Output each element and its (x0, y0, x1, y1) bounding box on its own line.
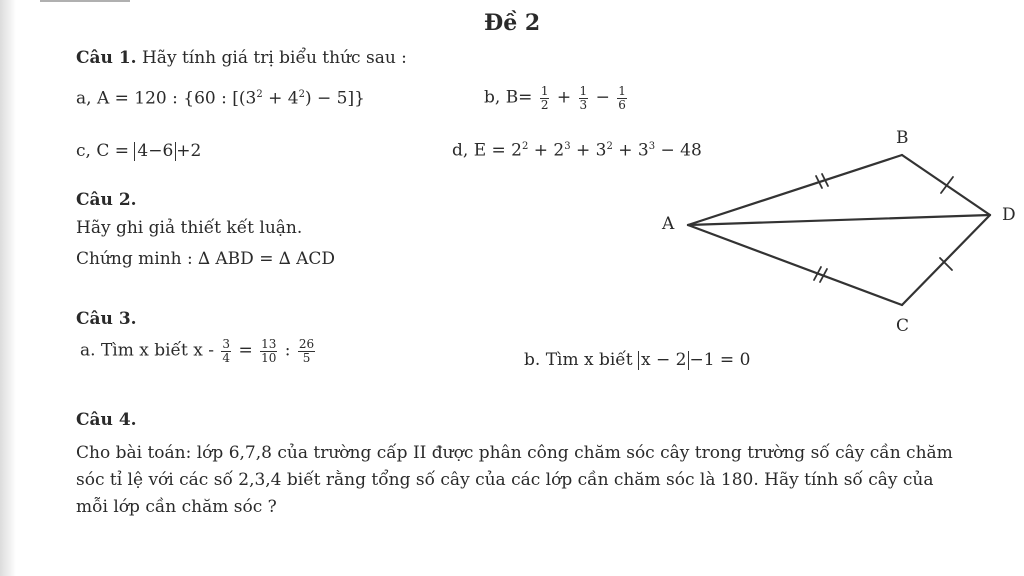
q3-a-fraction-1: $\frac{3}{4}$ (222, 337, 231, 365)
vertex-label-b: B (896, 128, 909, 148)
segment-cd (902, 215, 990, 305)
q1-d-text-5: − 48 (655, 140, 702, 161)
q3-part-b (524, 351, 750, 370)
q1-c-absolute-value: 4−6 (134, 142, 176, 161)
q4-heading: Câu 4. (76, 410, 137, 430)
q1-a-exp-1: 2 (256, 89, 263, 100)
q1-d-text-3: + 3 (570, 140, 607, 161)
q1-a-text-3: ) − 5]} (304, 88, 365, 109)
q1-d-text-4: + 3 (612, 140, 649, 161)
q1-a-exp-2: 2 (298, 89, 305, 100)
q1-d-text-1: d, E = 2 (452, 140, 522, 161)
q3-b-absolute-value: x − 2 (638, 351, 689, 370)
q3-heading: Câu 3. (76, 309, 137, 329)
q1-b-plus: + (556, 87, 572, 108)
q1-b-fraction-2: $\frac{1}{3}$ (579, 84, 588, 112)
q3-a-divide: : (284, 340, 291, 361)
q3-b-suffix: −1 = 0 (689, 350, 751, 370)
q1-d-text-2: + 2 (528, 140, 565, 161)
vertex-label-c: C (896, 316, 910, 336)
q1-b-fraction-1: $\frac{1}{2}$ (540, 84, 549, 112)
q1-d-exp-2: 3 (564, 141, 571, 152)
q1-d-exp-1: 2 (521, 141, 529, 152)
q1-c-suffix: +2 (176, 141, 202, 161)
q2-line-1: Hãy ghi giả thiết kết luận. (76, 218, 303, 238)
q3-b-label: b. Tìm x biết (524, 350, 633, 370)
q4-paragraph: Cho bài toán: lớp 6,7,8 của trường cấp II được phân công chăm sóc cây trong trường số cây cần chăm sóc tỉ lệ với các số 2,3,4 biết rằng tổng số cây của các lớp cần chăm sóc là 180. Hãy tính số cây của mỗi lớp cần chăm sóc ? (76, 443, 953, 517)
q1-heading: Câu 1. (76, 48, 137, 68)
tick-bd (941, 177, 953, 193)
q1-d-exp-4: 3 (648, 141, 656, 152)
segment-ab (688, 155, 902, 225)
q2-line-2: Chứng minh : ∆ ABD = ∆ ACD (76, 249, 336, 269)
segment-ad (688, 215, 990, 225)
q1-b-fraction-3: $\frac{1}{6}$ (618, 84, 626, 112)
q1-a-text-2: + 4 (262, 88, 299, 109)
q3-a-fraction-2: $\frac{13}{10}$ (261, 337, 277, 365)
q1-b-label: b, B= (484, 87, 533, 108)
vertex-label-d: D (1002, 205, 1016, 225)
q1-a-text-1: a, A = 120 : {60 : [(3 (76, 88, 257, 109)
q1-c-label: c, C = (76, 141, 129, 161)
vertex-label-a: A (662, 214, 675, 234)
q3-a-fraction-3: $\frac{26}{5}$ (298, 337, 315, 365)
q1-d-exp-3: 2 (606, 141, 613, 152)
segment-ac (688, 225, 902, 305)
q3-part-a (80, 338, 317, 364)
page-title: Đề 2 (484, 10, 541, 36)
q2-heading: Câu 2. (76, 190, 137, 210)
q1-b-minus: − (595, 87, 610, 108)
q3-a-equals: = (238, 340, 253, 361)
q1-prompt: Hãy tính giá trị biểu thức sau : (141, 48, 407, 68)
q3-a-label: a. Tìm x biết x - (80, 340, 214, 361)
